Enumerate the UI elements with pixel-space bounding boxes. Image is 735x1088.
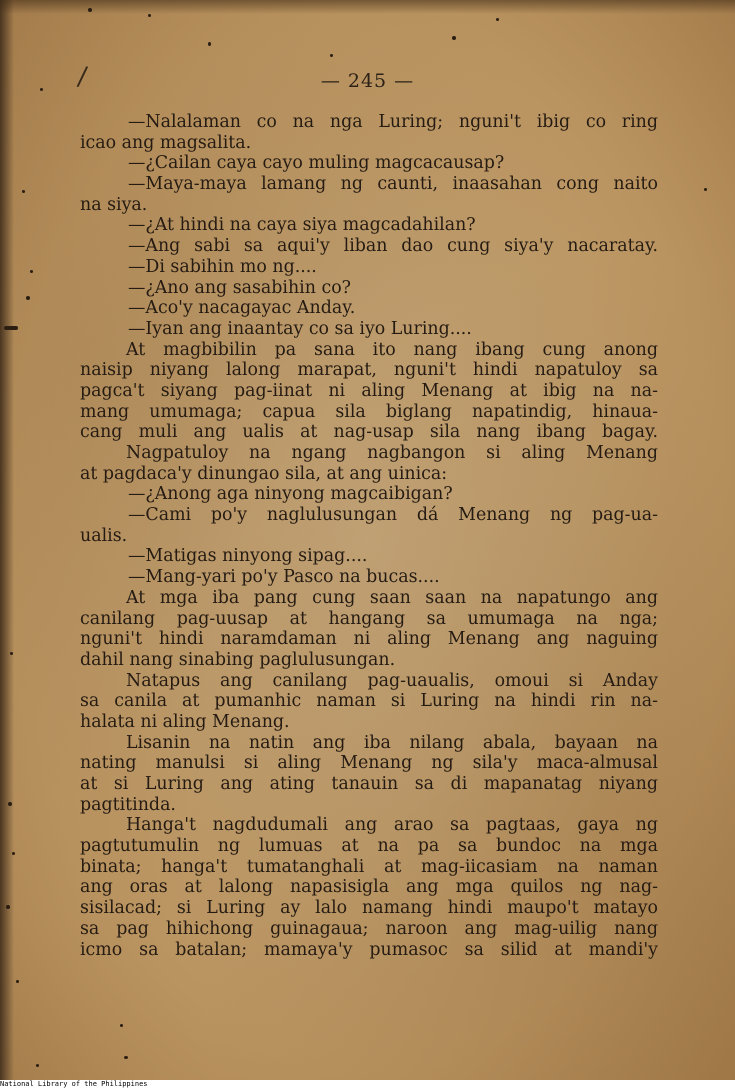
- text-line: sisilacad; si Luring ay lalo namang hindi maupo't matayo: [80, 898, 658, 919]
- text-line: at pagdaca'y dinungao sila, at ang uinica:: [80, 463, 448, 484]
- text-line: —¿Anong aga ninyong magcaibigan?: [128, 484, 453, 505]
- body-text: [80, 112, 658, 960]
- paper-speck: [30, 270, 33, 273]
- text-line: icao ang magsalita.: [80, 132, 252, 153]
- text-line: at si Luring ang ating tanauin sa di mapanatag niyang: [80, 774, 658, 794]
- text-line: naisip niyang lalong marapat, nguni't hindi napatuloy sa: [80, 360, 658, 381]
- corner-mark: /: [75, 61, 89, 93]
- text-line: —Mang-yari po'y Pasco na bucas....: [128, 567, 440, 588]
- text-line: —¿At hindi na caya siya magcadahilan?: [128, 215, 476, 236]
- library-watermark: National Library of the Philippines: [0, 1080, 735, 1088]
- text-line: icmo sa batalan; mamaya'y pumasoc sa silid at mandi'y: [80, 939, 658, 960]
- paper-speck: [452, 36, 456, 40]
- text-line: sa pag hihichong guinagaua; naroon ang mag-uilig nang: [80, 918, 658, 939]
- text-line: pagca't siyang pag-iinat ni aling Menang at ibig na na-: [80, 380, 658, 401]
- text-line: Lisanin na natin ang iba nilang abala, bayaan na: [126, 732, 658, 753]
- text-line: At mga iba pang cung saan saan na napatungo ang: [126, 587, 658, 608]
- text-line: —Iyan ang inaantay co sa iyo Luring....: [128, 318, 472, 339]
- text-line: Hanga't nagdudumali ang arao sa pagtaas, gaya ng: [126, 815, 658, 836]
- text-line: —Maya-maya lamang ng caunti, inaasahan cong naito: [128, 174, 658, 195]
- text-line: dahil nang sinabing paglulusungan.: [80, 649, 396, 670]
- text-line: binata; hanga't tumatanghali at mag-iicasiam na naman: [80, 856, 658, 877]
- paper-speck: [6, 905, 10, 909]
- paper-speck: [26, 296, 30, 300]
- text-line: —Nalalaman co na nga Luring; nguni't ibig co ring: [128, 112, 658, 132]
- paper-speck: [4, 326, 18, 330]
- text-line: —¿Ano ang sasabihin co?: [128, 277, 352, 298]
- paper-speck: [208, 42, 211, 46]
- paper-speck: [88, 8, 92, 12]
- paper-speck: [8, 802, 12, 806]
- text-line: halata ni aling Menang.: [80, 711, 290, 732]
- text-line: mang umumaga; capua sila biglang napatindig, hinaua-: [80, 401, 658, 422]
- text-line: nguni't hindi naramdaman ni aling Menang ang naguing: [80, 629, 658, 650]
- text-line: Natapus ang canilang pag-uaualis, omoui si Anday: [126, 670, 658, 691]
- page-number: — 245 —: [320, 70, 415, 92]
- text-line: pagtutumulin ng lumuas at na pa sa bundoc na mga: [80, 836, 658, 857]
- paper-speck: [148, 14, 151, 17]
- text-line: na siya.: [80, 194, 148, 215]
- page-top-shadow: [0, 0, 735, 14]
- text-line: —Matigas ninyong sipag....: [128, 546, 368, 567]
- paper-speck: [22, 190, 25, 193]
- paper-speck: [330, 54, 333, 57]
- text-line: canilang pag-uusap at hangang sa umumaga na nga;: [80, 608, 658, 629]
- text-line: Nagpatuloy na ngang nagbangon si aling Menang: [126, 443, 658, 463]
- page-binding-shadow: [0, 0, 14, 1080]
- text-line: cang muli ang ualis at nag-usap sila nang ibang bagay.: [80, 422, 658, 443]
- text-line: —Di sabihin mo ng....: [128, 256, 317, 277]
- paper-speck: [704, 188, 707, 191]
- paper-speck: [496, 18, 499, 21]
- paper-speck: [120, 1024, 123, 1027]
- text-line: —¿Cailan caya cayo muling magcacausap?: [128, 153, 505, 174]
- text-line: At magbibilin pa sana ito nang ibang cung anong: [126, 339, 658, 360]
- paper-speck: [12, 852, 15, 855]
- text-line: —Ang sabi sa aqui'y liban dao cung siya'y nacaratay.: [128, 236, 658, 257]
- text-line: pagtitinda.: [80, 794, 176, 815]
- text-line: —Cami po'y naglulusungan dá Menang ng pag-ua-: [128, 505, 658, 526]
- text-line: —Aco'y nacagayac Anday.: [128, 298, 356, 319]
- text-line: ualis.: [80, 525, 128, 546]
- paper-speck: [124, 1056, 128, 1059]
- text-line: nating manulsi si aling Menang ng sila'y maca-almusal: [80, 753, 658, 774]
- text-line: ang oras at lalong napasisigla ang mga quilos ng nag-: [80, 877, 658, 898]
- text-line: sa canila at pumanhic naman si Luring na hindi rin na-: [80, 691, 658, 712]
- paper-speck: [36, 1064, 39, 1067]
- paper-speck: [16, 980, 19, 983]
- paper-speck: [10, 652, 13, 655]
